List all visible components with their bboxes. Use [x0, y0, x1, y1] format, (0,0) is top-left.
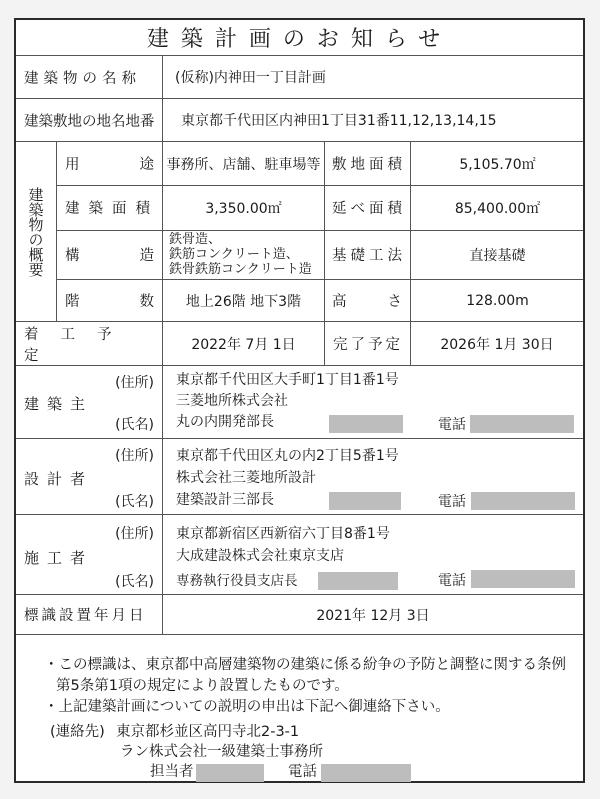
- use-label-left: 用: [65, 157, 80, 173]
- construction-notice-board: [14, 18, 585, 783]
- schedule-row: [16, 322, 583, 366]
- notes-section: [16, 635, 583, 783]
- contractor-phone-label: 電話: [438, 573, 466, 589]
- use-label: [57, 142, 162, 185]
- use-value: 事務所、店舗、駐車場等: [166, 156, 321, 173]
- start-value: 2022年 7月 1日: [191, 336, 296, 353]
- designer-company: 株式会社三菱地所設計: [176, 470, 316, 486]
- owner-address: 東京都千代田区大手町1丁目1番1号: [176, 372, 399, 388]
- summary-row-structure: [57, 230, 583, 280]
- structure-line-2: 鉄筋コンクリート造、: [169, 247, 299, 262]
- note-line-1: ・この標識は、東京都中高層建築物の建築に係る紛争の予防と調整に関する条例: [44, 657, 566, 673]
- sign-date-row: [16, 595, 583, 635]
- designer-phone-label: 電話: [438, 494, 466, 510]
- contractor-name-tag: (氏名): [115, 574, 154, 590]
- contact-person-redacted: [196, 764, 264, 782]
- designer-name-tag: (氏名): [115, 494, 154, 510]
- owner-label-cell: [16, 366, 162, 438]
- contact-address: 東京都杉並区高円寺北2-3-1: [116, 724, 300, 740]
- contractor-title: 専務執行役員支店長: [176, 573, 298, 589]
- designer-row: [16, 439, 583, 515]
- contractor-address: 東京都新宿区西新宿六丁目8番1号: [176, 526, 390, 542]
- site-address-value: 東京都千代田区内神田1丁目31番11,12,13,14,15: [181, 113, 497, 129]
- floors-value: 地上26階 地下3階: [185, 293, 302, 310]
- note-line-3: ・上記建築計画についての説明の申出は下記へ御連絡下さい。: [44, 699, 450, 715]
- structure-value: [163, 230, 324, 279]
- contractor-label: 施工者: [24, 549, 94, 567]
- floors-label-right: 数: [139, 294, 154, 310]
- summary-row-floors: [57, 279, 583, 322]
- total-floor-area-label: 延べ面積: [332, 201, 406, 217]
- contractor-phone-redacted: [471, 570, 575, 588]
- site-area-label: 敷地面積: [332, 157, 406, 173]
- designer-address-tag: (住所): [115, 448, 154, 464]
- contractor-company: 大成建設株式会社東京支店: [176, 548, 344, 564]
- height-label: [324, 279, 410, 322]
- height-label-right: さ: [387, 294, 402, 310]
- owner-title: 丸の内開発部長: [176, 414, 274, 430]
- structure-line-1: 鉄骨造、: [169, 232, 222, 247]
- owner-label: 建築主: [24, 395, 94, 413]
- building-area-value: 3,350.00㎡: [205, 200, 282, 217]
- owner-phone-redacted: [470, 415, 574, 433]
- site-address-row: [16, 99, 583, 142]
- designer-name-redacted: [329, 492, 401, 510]
- contact-label: (連絡先): [50, 724, 105, 740]
- site-address-label: 建築敷地の地名地番: [24, 113, 155, 130]
- contractor-name-redacted: [318, 572, 398, 590]
- owner-phone-label: 電話: [438, 417, 466, 433]
- owner-name-redacted: [329, 415, 403, 433]
- structure-label-left: 構: [65, 248, 80, 264]
- building-name-label: 建築物の名称: [24, 70, 141, 87]
- summary-row-building-area: [57, 185, 583, 231]
- sign-date-label: 標識設置年月日: [24, 608, 147, 624]
- foundation-label: 基礎工法: [332, 248, 406, 264]
- contact-phone-label: 電話: [288, 764, 317, 780]
- sign-date-value: 2021年 12月 3日: [316, 607, 430, 624]
- designer-label-cell: [16, 439, 162, 514]
- height-value: 128.00m: [466, 292, 529, 309]
- note-line-2: 第5条第1項の規定により設置したものです。: [56, 678, 349, 694]
- building-summary-block: [16, 142, 583, 322]
- summary-group-label: 建築物の概要: [26, 186, 45, 277]
- title-row: [16, 20, 583, 56]
- owner-name-tag: (氏名): [115, 417, 154, 433]
- use-label-right: 途: [139, 157, 154, 173]
- start-label: 着工予定: [24, 326, 134, 364]
- total-floor-area-value: 85,400.00㎡: [454, 200, 541, 217]
- floors-label: [57, 279, 162, 322]
- height-label-left: 高: [332, 294, 347, 310]
- contact-phone-redacted: [321, 764, 411, 782]
- building-name-value: (仮称)内神田一丁目計画: [175, 70, 326, 86]
- designer-label: 設計者: [24, 470, 94, 488]
- contact-person-label: 担当者: [150, 764, 194, 780]
- owner-row: [16, 366, 583, 439]
- site-area-value: 5,105.70㎡: [459, 156, 536, 173]
- summary-row-use: [57, 142, 583, 186]
- designer-title: 建築設計三部長: [176, 492, 274, 508]
- contact-company: ラン株式会社一級建築士事務所: [120, 744, 323, 760]
- owner-company: 三菱地所株式会社: [176, 393, 288, 409]
- owner-address-tag: (住所): [115, 375, 154, 391]
- designer-phone-redacted: [471, 492, 575, 510]
- contractor-label-cell: [16, 515, 162, 594]
- completion-value: 2026年 1月 30日: [440, 336, 554, 353]
- contractor-address-tag: (住所): [115, 526, 154, 542]
- structure-line-3: 鉄骨鉄筋コンクリート造: [169, 262, 312, 277]
- floors-label-left: 階: [65, 294, 80, 310]
- completion-label: 完了予定: [333, 337, 403, 353]
- building-name-row: [16, 56, 583, 99]
- foundation-value: 直接基礎: [469, 247, 526, 264]
- notice-title: 建築計画のお知らせ: [146, 27, 453, 52]
- building-area-label: 建築面積: [65, 201, 159, 217]
- structure-label: [57, 230, 162, 279]
- structure-label-right: 造: [139, 248, 154, 264]
- designer-address: 東京都千代田区丸の内2丁目5番1号: [176, 448, 399, 464]
- contractor-row: [16, 515, 583, 595]
